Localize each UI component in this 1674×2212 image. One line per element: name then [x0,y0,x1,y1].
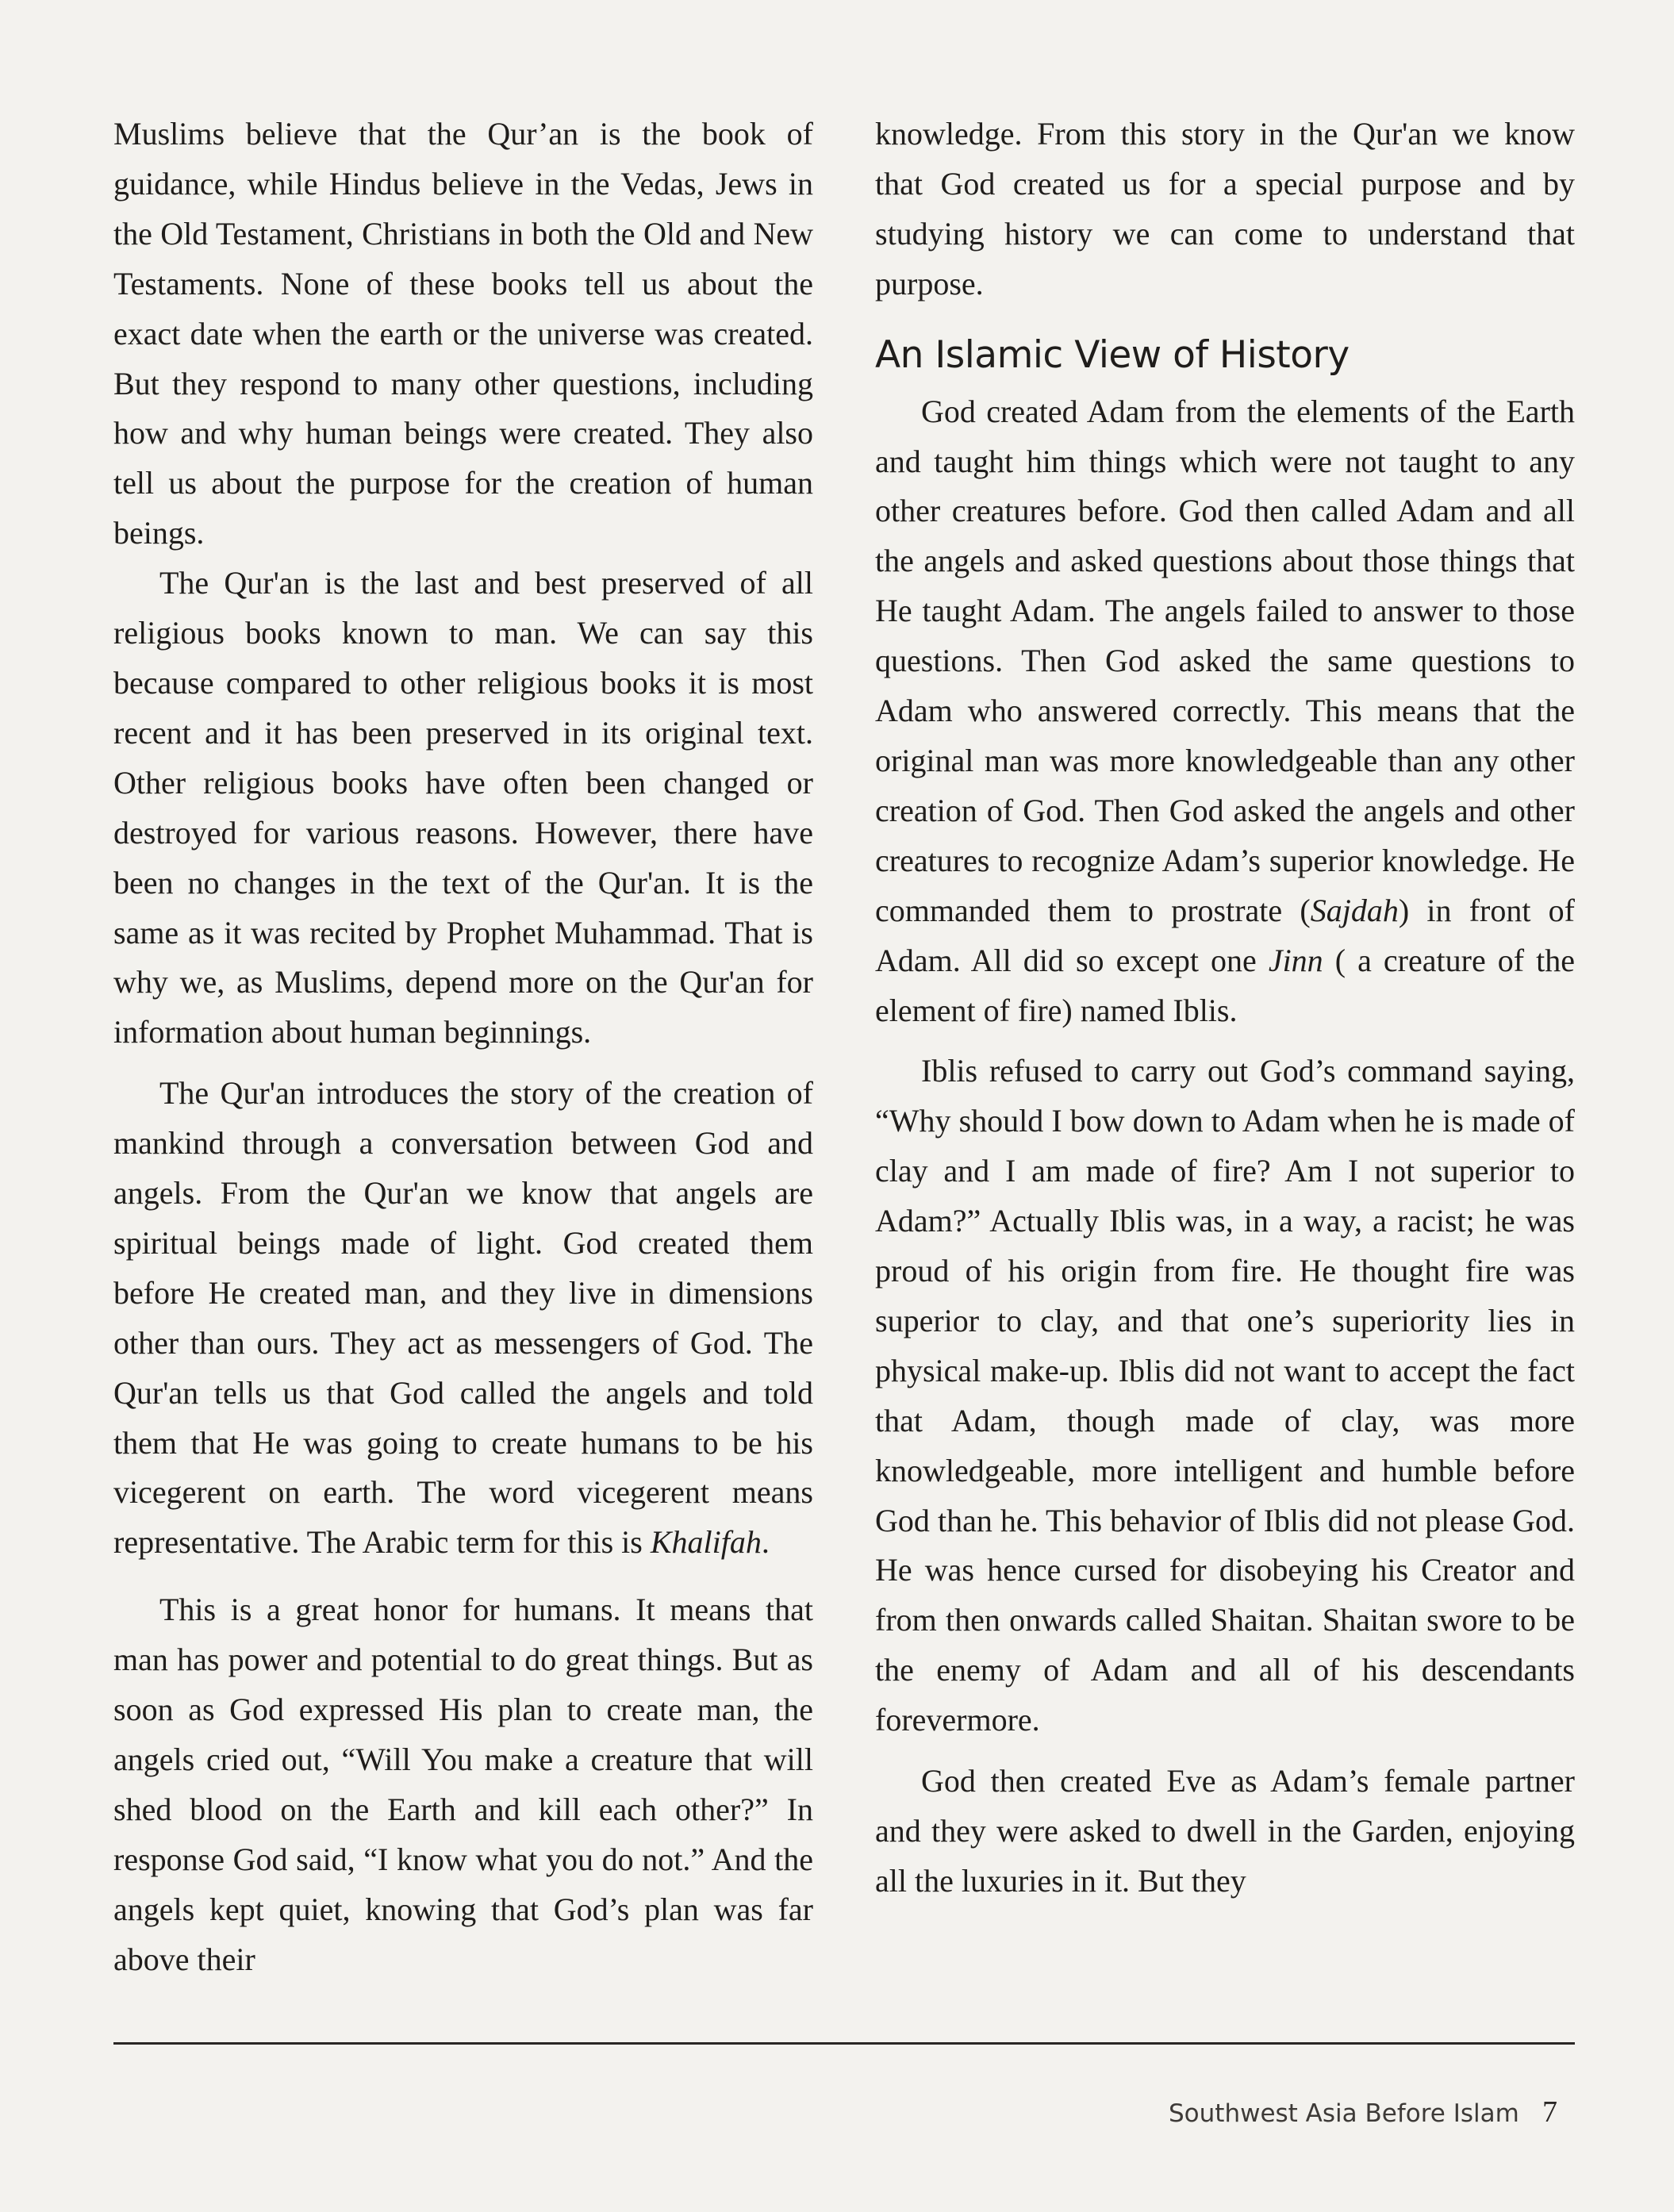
term-sajdah: Sajdah [1310,892,1399,928]
running-footer-title: Southwest Asia Before Islam [1169,2099,1519,2128]
adam-created-text: God created Adam from the elements of the Earth and taught him things which were not taught to any other creatures before. God then called Adam and all the angels and asked questions about those things that He taught Adam. The angels failed to answer to those questions. Then God asked the same questions to Adam who answered correctly. This means that the original man was more knowledgeable than any other creation of God. Then God asked the angels and other creatures to recognize Adam’s superior knowledge. He commanded them to prostrate ( [875,393,1575,928]
paragraph-adam-created [875,387,1575,1036]
paragraph-eve-created: God then created Eve as Adam’s female partner and they were asked to dwell in the Garden, enjoying all the luxuries in it. But they [875,1763,1575,1899]
page-number: 7 [1542,2095,1557,2129]
section-heading: An Islamic View of History [875,332,1350,377]
creation-story-text: The Qur'an introduces the story of the creation of mankind through a conversation between God and angels. From the Qur'an we know that angels are spiritual beings made of light. God created them before He created man, and they live in dimensions other than ours. They act as messengers of God. The Qur'an tells us that God called the angels and told them that He was going to create humans to be his vicegerent on earth. The word vicegerent means representative. The Arabic term for this is [113,1075,813,1561]
paragraph-knowledge-purpose: knowledge. From this story in the Qur'an we know that God created us for a special purpose and by studying history we can come to understand that purpose. [875,116,1575,301]
paragraph-quran-preserved: The Qur'an is the last and best preserved of all religious books known to man. We can say this because compared to other religious books it is most recent and it has been preserved in its original text. Other religious books have often been changed or destroyed for various reasons. However, there have been no changes in the text of the Qur'an. It is the same as it was recited by Prophet Muhammad. That is why we, as Muslims, depend more on the Qur'an for information about human beginnings. [113,565,813,1050]
paragraph-iblis-refused: Iblis refused to carry out God’s command saying, “Why should I bow down to Adam when he is made of clay and I am made of fire? Am I not superior to Adam?” Actually Iblis was, in a way, a racist; he was proud of his origin from fire. He thought fire was superior to clay, and that one’s superiority lies in physical make-up. Iblis did not want to accept the fact that Adam, though made of clay, was more knowledgeable, more intelligent and humble before God than he. This behavior of Iblis did not please God. He was hence cursed for disobeying his Creator and from then onwards called Shaitan. Shaitan swore to be the enemy of Adam and all of his descendants forevermore. [875,1053,1575,1738]
term-khalifah: Khalifah [650,1524,762,1561]
adam-created-text-3: ( a creature of the element of fire) named Iblis. [875,942,1576,1028]
right-text-column [875,109,1575,1907]
paragraph-scriptures: Muslims believe that the Qur’an is the book of guidance, while Hindus believe in the Vedas, Jews in the Old Testament, Christians in both the Old and New Testaments. None of these books tell us about the exact date when the earth or the universe was created. But they respond to many other questions, including how and why human beings were created. They also tell us about the purpose for the creation of human beings. [113,116,813,551]
paragraph-creation-story [113,1069,813,1568]
paragraph-great-honor: This is a great honor for humans. It means that man has power and potential to do great things. But as soon as God expressed His plan to create man, the angels cried out, “Will You make a creature that will shed blood on the Earth and kill each other?” In response God said, “I know what you do not.” And the angels kept quiet, knowing that God’s plan was far above their [113,1592,813,1977]
left-text-column [113,109,813,1985]
adam-created-text-2: ) in front of Adam. All did so except one [875,892,1576,978]
term-jinn: Jinn [1268,942,1323,978]
creation-story-end: . [761,1524,770,1561]
footer-divider [113,2042,1575,2045]
